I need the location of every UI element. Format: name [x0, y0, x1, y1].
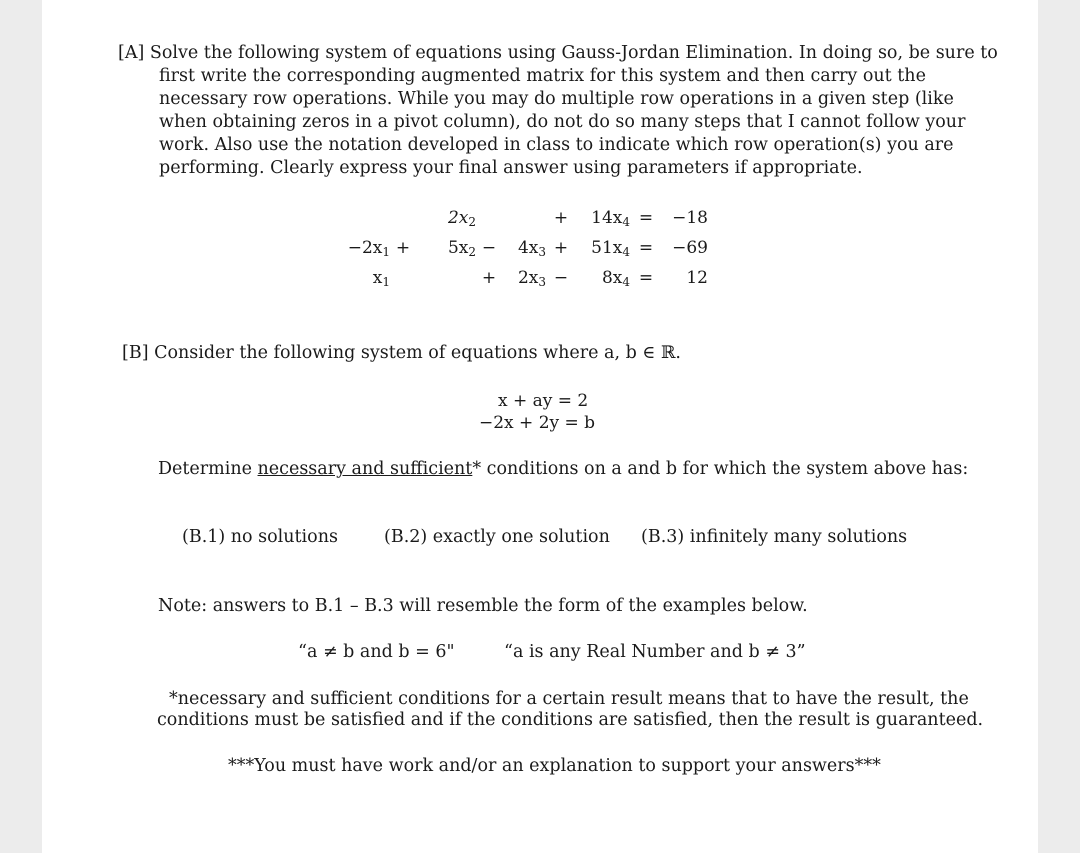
operator: − [553, 268, 569, 288]
case-b1: (B.1) no solutions [182, 527, 338, 547]
term: x [372, 267, 383, 288]
term: 8x [601, 267, 623, 288]
part-a-line: necessary row operations. While you may do multiple row operations in a given step (like [159, 89, 954, 109]
operator: + [395, 238, 411, 258]
equation-row [330, 263, 710, 293]
case-b2: (B.2) exactly one solution [384, 527, 610, 547]
term: 51x [591, 237, 623, 258]
term: −2x [347, 237, 383, 258]
part-a-line: performing. Clearly express your final answer using parameters if appropriate. [159, 158, 863, 178]
subscript: 4 [622, 214, 630, 229]
term: 4x [517, 237, 539, 258]
part-a-line: work. Also use the notation developed in class to indicate which row operation(s) you are [159, 135, 954, 155]
subscript: 2 [468, 214, 476, 229]
note-text: Note: answers to B.1 – B.3 will resemble the form of the examples below. [158, 596, 808, 616]
part-b-equation-2: −2x + 2y = b [479, 413, 596, 433]
determine-text: Determine [158, 459, 258, 479]
subscript: 2 [468, 244, 476, 259]
operator: + [553, 208, 569, 228]
operator: + [553, 238, 569, 258]
term: 5x [447, 237, 469, 258]
part-a-line: when obtaining zeros in a pivot column), do not do so many steps that I cannot follow your [159, 112, 966, 132]
equation-system [330, 203, 710, 293]
example-2: “a is any Real Number and b ≠ 3” [504, 642, 806, 662]
case-b3: (B.3) infinitely many solutions [641, 527, 908, 547]
operator: − [481, 238, 497, 258]
part-b-intro: [B] Consider the following system of equations where a, b ∈ ℝ. [122, 343, 681, 363]
footnote-line: conditions must be satisfied and if the conditions are satisfied, then the result is guaranteed. [157, 710, 984, 730]
subscript: 3 [538, 274, 546, 289]
determine-text: * conditions on a and b for which the system above has: [472, 459, 969, 479]
term: 2x [447, 207, 469, 228]
part-b-equation-1: x + ay = 2 [498, 391, 589, 411]
term: 14x [591, 207, 623, 228]
rhs-value: 12 [686, 268, 708, 288]
underlined-term: necessary and sufficient [257, 459, 473, 479]
equals-sign: = [638, 268, 654, 288]
equals-sign: = [638, 208, 654, 228]
subscript: 4 [622, 244, 630, 259]
rhs-value: −69 [672, 238, 708, 258]
equation-row [330, 233, 710, 263]
equation-row [330, 203, 710, 233]
example-1: “a ≠ b and b = 6" [298, 642, 455, 662]
determine-conditions-text [158, 459, 968, 479]
subscript: 1 [382, 274, 390, 289]
equals-sign: = [638, 238, 654, 258]
subscript: 3 [538, 244, 546, 259]
part-a-instructions [118, 42, 998, 180]
footnote-line: *necessary and sufficient conditions for a certain result means that to have the result, the [169, 689, 969, 709]
operator: + [481, 268, 497, 288]
part-a-line: [A] Solve the following system of equations using Gauss-Jordan Elimination. In doing so, be sure to [118, 43, 998, 63]
rhs-value: −18 [672, 208, 708, 228]
subscript: 1 [382, 244, 390, 259]
subscript: 4 [622, 274, 630, 289]
part-a-line: first write the corresponding augmented matrix for this system and then carry out the [159, 66, 926, 86]
support-requirement: ***You must have work and/or an explanation to support your answers*** [228, 756, 881, 776]
term: 2x [517, 267, 539, 288]
